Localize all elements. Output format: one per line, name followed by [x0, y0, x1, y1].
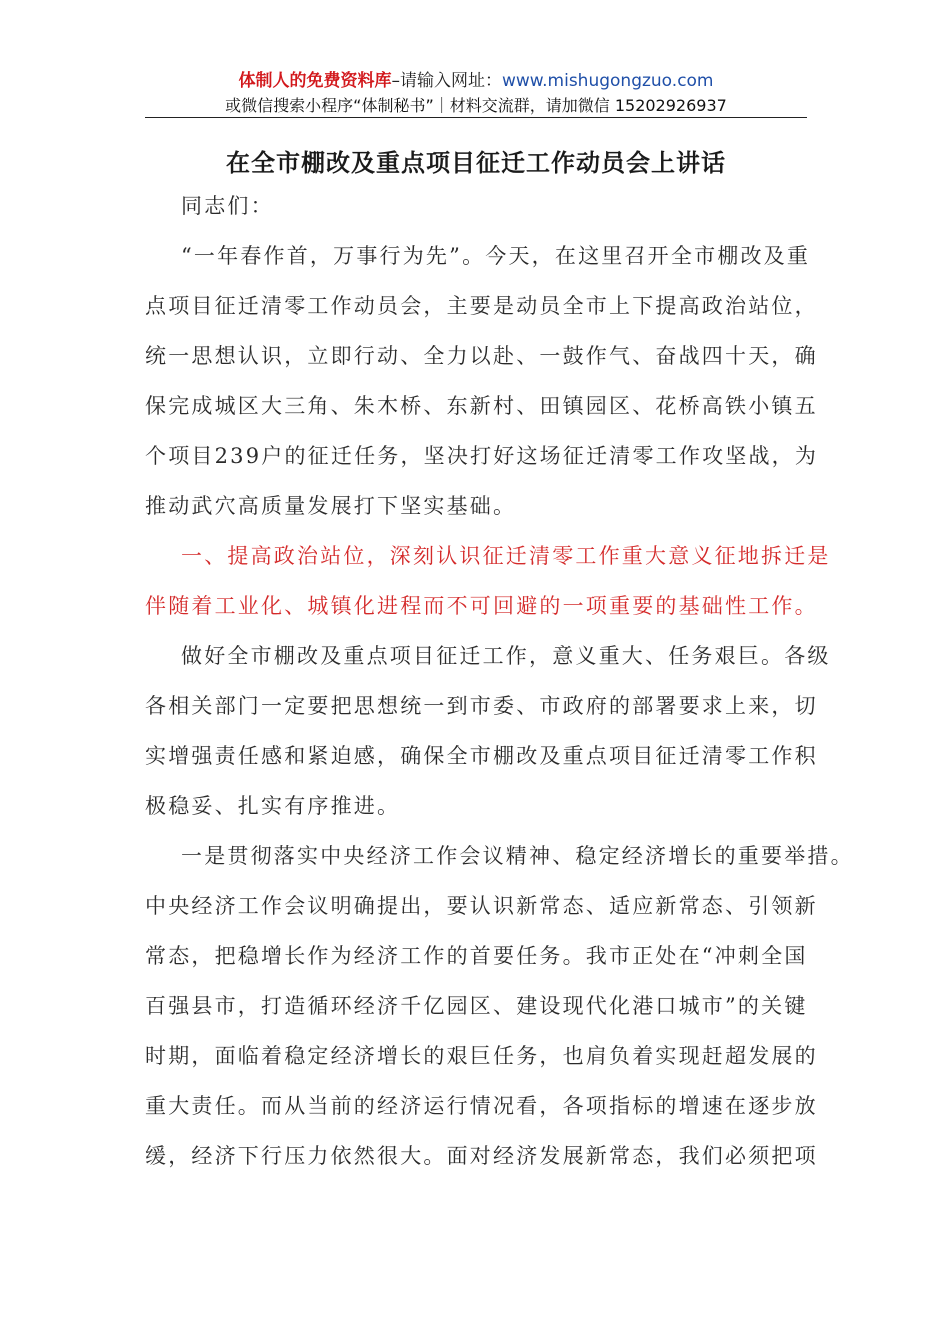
url-prompt: –请输入网址： [391, 71, 502, 91]
paragraph-line: “一年春作首，万事行为先”。今天，在这里召开全市棚改及重 [181, 244, 811, 268]
section-heading-line: 一、提高政治站位，深刻认识征迁清零工作重大意义征地拆迁是 [181, 544, 831, 568]
paragraph-line: 时期，面临着稳定经济增长的艰巨任务，也肩负着实现赶超发展的 [145, 1044, 818, 1068]
website-link[interactable]: www.mishugongzuo.com [501, 71, 714, 91]
paragraph-line: 做好全市棚改及重点项目征迁工作，意义重大、任务艰巨。各级 [181, 644, 831, 668]
header-divider [145, 117, 807, 118]
paragraph-line: 百强县市，打造循环经济千亿园区、建设现代化港口城市”的关键 [145, 994, 808, 1018]
section-heading-line: 伴随着工业化、城镇化进程而不可回避的一项重要的基础性工作。 [145, 594, 818, 618]
paragraph-line: 缓，经济下行压力依然很大。面对经济发展新常态，我们必须把项 [145, 1144, 818, 1168]
paragraph-line: 一是贯彻落实中央经济工作会议精神、稳定经济增长的重要举措。 [181, 844, 854, 868]
paragraph-line: 统一思想认识，立即行动、全力以赴、一鼓作气、奋战四十天，确 [145, 344, 818, 368]
brand-text: 体制人的免费资料库 [238, 71, 392, 91]
paragraph-line: 极稳妥、扎实有序推进。 [145, 794, 401, 818]
header-banner [145, 68, 807, 118]
paragraph-line: 点项目征迁清零工作动员会，主要是动员全市上下提高政治站位， [145, 294, 818, 318]
salutation: 同志们： [181, 194, 274, 218]
paragraph-line: 中央经济工作会议明确提出，要认识新常态、适应新常态、引领新 [145, 894, 818, 918]
paragraph-line: 重大责任。而从当前的经济运行情况看，各项指标的增速在逐步放 [145, 1094, 818, 1118]
paragraph-line: 各相关部门一定要把思想统一到市委、市政府的部署要求上来，切 [145, 694, 818, 718]
document-body [145, 181, 854, 1181]
paragraph-line: 推动武穴高质量发展打下坚实基础。 [145, 494, 517, 518]
document-title: 在全市棚改及重点项目征迁工作动员会上讲话 [226, 148, 726, 177]
header-line-1 [145, 68, 807, 94]
paragraph-line: 常态，把稳增长作为经济工作的首要任务。我市正处在“冲刺全国 [145, 944, 808, 968]
paragraph-line: 实增强责任感和紧迫感，确保全市棚改及重点项目征迁清零工作积 [145, 744, 818, 768]
paragraph-line: 保完成城区大三角、朱木桥、东新村、田镇园区、花桥高铁小镇五 [145, 394, 818, 418]
paragraph-line: 个项目239户的征迁任务，坚决打好这场征迁清零工作攻坚战，为 [145, 444, 819, 468]
header-line-2: 或微信搜索小程序“体制秘书”｜材料交流群，请加微信 15202926937 [225, 96, 727, 115]
